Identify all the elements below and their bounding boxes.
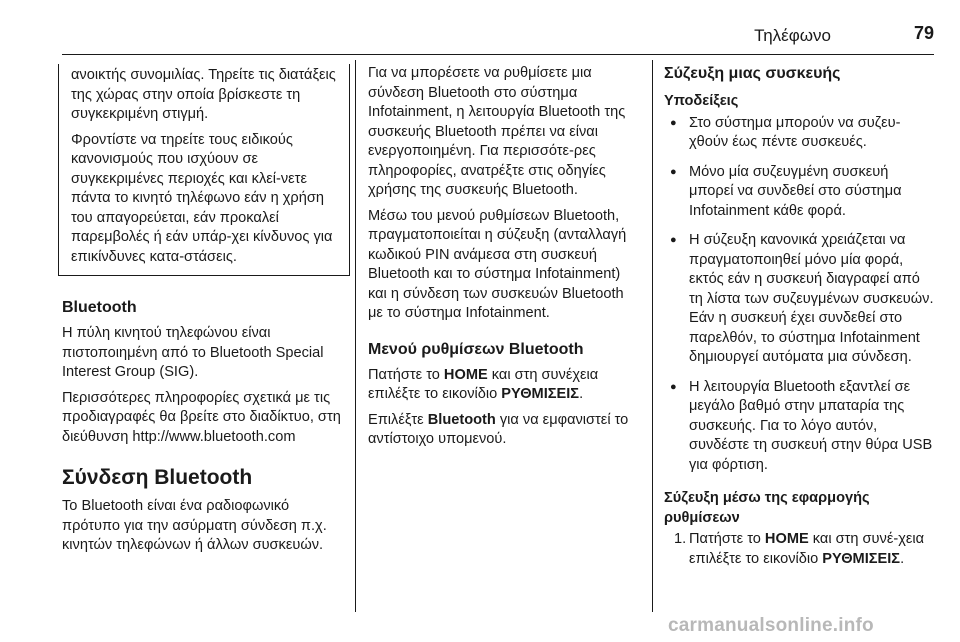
col2-paragraph-1: Για να μπορέσετε να ρυθμίσετε μια σύνδεση Bluetooth στο σύστημα Infotainment, η λειτουργία Bluetooth της συσκευής Bluetooth πρέπει να είναι ενεργοποιημένη. Για περισσότε-ρες πληροφορίες, ανατρέξτε στις οδηγίες χρήσης της συσκευής Bluetooth. — [368, 65, 626, 198]
bluetooth-option-label: Bluetooth — [427, 411, 496, 428]
bluetooth-connection-heading: Σύνδεση Bluetooth — [62, 466, 253, 489]
bluetooth-connection-paragraph: Το Bluetooth είναι ένα ραδιοφωνικό πρότυπο για την ασύρματη σύνδεση π.χ. κινητών τηλεφώνων ή άλλων συσκευών. — [62, 498, 327, 553]
column-divider-2 — [652, 60, 653, 612]
caution-paragraph-2: Φροντίστε να τηρείτε τους ειδικούς κανονισμούς που ισχύουν σε συγκεκριμένες περιοχές και κλεί-νετε πάντα το κινητό τηλέφωνο εάν η χρήση του απαγορεύεται, εάν προκαλεί παρεμβολές ή εάν υπάρ-χει κίνδυνος για επικίνδυνες κατα-στάσεις. — [71, 131, 333, 265]
list-item: ● Μόνο μία συζευγμένη συσκευή μπορεί να συνδεθεί στο σύστημα Infotainment κάθε φορά. — [664, 163, 936, 222]
column-divider-1 — [355, 60, 356, 612]
list-item: 1. Πατήστε το HOME και στη συνέ-χεια επιλέξτε το εικονίδιο ΡΥΘΜΙΣΕΙΣ. — [674, 531, 925, 567]
settings-icon-label: ΡΥΘΜΙΣΕΙΣ — [501, 386, 580, 402]
bluetooth-heading: Bluetooth — [62, 299, 137, 316]
bluetooth-paragraph-2: Περισσότερες πληροφορίες σχετικά με τις προδιαγραφές θα βρείτε στο διαδίκτυο, στη διεύθυνση http://www.bluetooth.com — [62, 389, 341, 445]
chapter-title: Τηλέφωνο — [754, 26, 831, 45]
col2-paragraph-2: Μέσω του μενού ρυθμίσεων Bluetooth, πραγματοποιείται η σύζευξη (ανταλλαγή κωδικού PIN ανάμεσα στη συσκευή Bluetooth και το σύστημα Infotainment) και η σύνδεση των συσκευών Bluetooth με το σύστημα Infotainment. — [368, 207, 627, 321]
list-item: ● Η λειτουργία Bluetooth εξαντλεί σε μεγάλο βαθμό στην μπαταρία της συσκευής. Για το λόγο αυτόν, συνδέστε τη συσκευή στην θύρα USB για φόρτιση. — [664, 378, 936, 476]
caution-box — [58, 64, 350, 276]
notes-list — [664, 114, 936, 476]
bluetooth-paragraph-1: Η πύλη κινητού τηλεφώνου είναι πιστοποιημένη από το Bluetooth Special Interest Group (SIG). — [62, 325, 324, 380]
steps-list — [664, 530, 936, 569]
home-key-label: HOME — [764, 531, 809, 547]
app-pairing-heading: Σύζευξη μέσω της εφαρμογής ρυθμίσεων — [664, 490, 870, 526]
step-number: 1. — [674, 531, 687, 547]
settings-menu-instruction-2: Επιλέξτε Bluetooth για να εμφανιστεί το αντίστοιχο υπομενού. — [368, 411, 629, 447]
page-number: 79 — [913, 23, 934, 43]
pairing-heading: Σύζευξη μιας συσκευής — [664, 65, 841, 82]
column-2 — [368, 64, 640, 456]
settings-menu-instruction-1: Πατήστε το HOME και στη συνέχεια επιλέξτε το εικονίδιο ΡΥΘΜΙΣΕΙΣ. — [368, 366, 599, 402]
home-key-label: HOME — [443, 366, 488, 383]
caution-paragraph-1: ανοικτής συνομιλίας. Τηρείτε τις διατάξεις της χώρας στην οποία βρίσκεστε τη συγκεκριμένη στιγμή. — [71, 67, 336, 122]
list-item: ● Στο σύστημα μπορούν να συζευ-χθούν έως πέντε συσκευές. — [664, 114, 936, 153]
column-3 — [664, 64, 936, 569]
notes-heading: Υποδείξεις — [664, 93, 739, 109]
watermark: carmanualsonline.info — [668, 615, 874, 636]
column-1 — [62, 64, 350, 562]
list-item: ● Η σύζευξη κανονικά χρειάζεται να πραγματοποιηθεί μόνο μία φορά, εκτός εάν η συσκευή διαγραφεί από τη λίστα των συζευγμένων συσκευών. Εάν η συσκευή έχει συνδεθεί στο παρελθόν, το σύστημα Infotainment δημιουργεί αυτόματα μια σύνδεση. — [664, 231, 936, 368]
settings-icon-label: ΡΥΘΜΙΣΕΙΣ — [822, 550, 901, 567]
page-header — [62, 20, 934, 55]
settings-menu-heading: Μενού ρυθμίσεων Bluetooth — [368, 340, 584, 358]
